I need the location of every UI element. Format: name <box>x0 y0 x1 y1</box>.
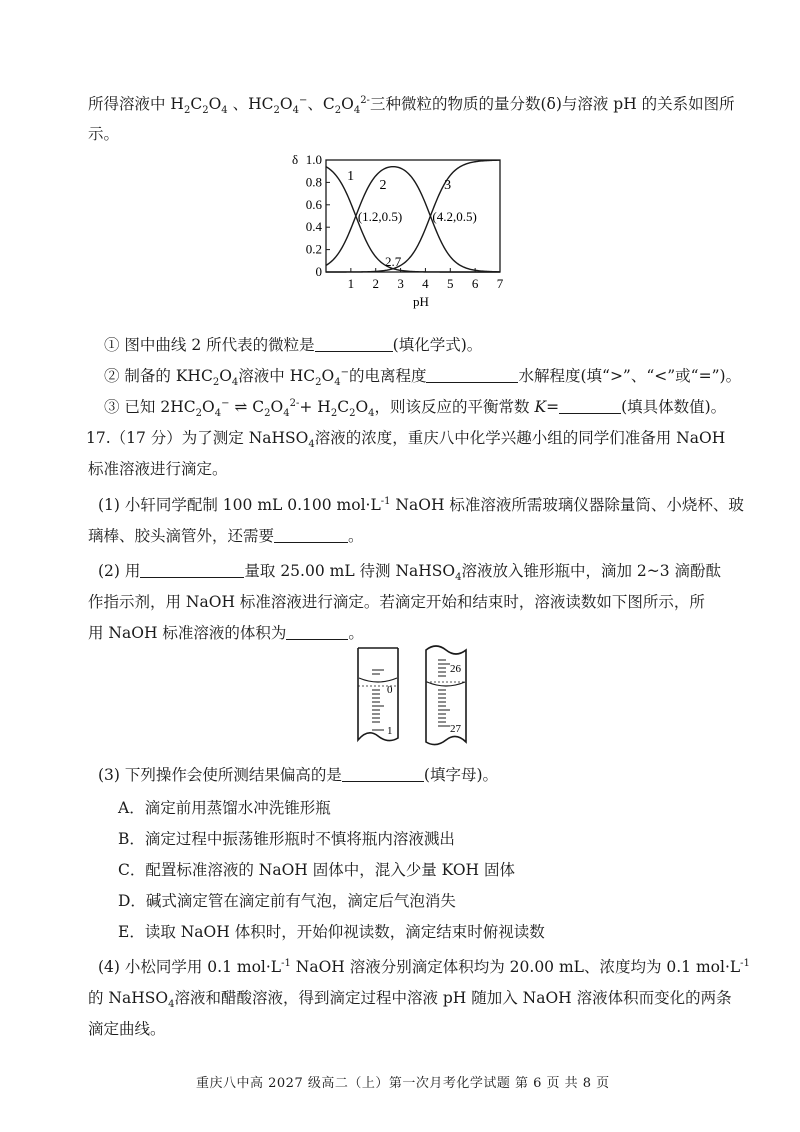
x-tick-label-5: 6 <box>471 276 479 291</box>
x-tick-label-3: 4 <box>422 276 429 291</box>
burette-start <box>358 648 398 741</box>
annotation-crossing: 2.7 <box>384 254 402 269</box>
burette-end-label-27: 27 <box>450 723 461 735</box>
y-tick-label-3: 0.6 <box>305 196 322 212</box>
answer-blank-q16-1[interactable] <box>315 337 393 352</box>
page-footer: 重庆八中高 2027 级高二（上）第一次月考化学试题 第 6 页 共 8 页 <box>196 1076 610 1091</box>
species-distribution-chart <box>282 148 522 316</box>
y-tick-label-2: 0.4 <box>305 219 322 235</box>
answer-blank-q16-3[interactable] <box>559 399 621 414</box>
answer-blank-q17-1[interactable] <box>274 528 348 543</box>
x-tick-label-4: 5 <box>447 276 454 291</box>
q17-part-4-line-2: 的 NaHSO$_4$溶液和醋酸溶液，得到滴定过程中溶液 pH 随加入 NaOH 溶液体积而变化的两条 <box>88 989 732 1011</box>
burette-end <box>426 646 466 745</box>
option-d: D．碱式滴定管在滴定前有气泡，滴定后气泡消失 <box>118 892 456 910</box>
q17-part-1: (1) 小轩同学配制 100 mL 0.100 $mol\cdot L^{-1}$ NaOH 标准溶液所需玻璃仪器除量筒、小烧杯、玻 <box>98 495 744 514</box>
curve-label-2: 2 <box>379 178 387 194</box>
q17-part-2: (2) 用 量取 25.00 mL 待测 NaHSO$_4$溶液放入锥形瓶中，滴加 2~3 滴酚酞 <box>98 562 722 584</box>
q17-part-2-line-2: 作指示剂，用 NaOH 标准溶液进行滴定。若滴定开始和结束时，溶液读数如下图所示，所 <box>88 593 705 611</box>
option-c: C．配置标准溶液的 NaOH 固体中，混入少量 KOH 固体 <box>118 861 515 879</box>
answer-blank-q17-3[interactable] <box>342 767 424 782</box>
intro-line-1: 所得溶液中 $H_2C_2O_4$ 、$HC_2O_4^-$、$C_2O_4^{2-}$三种微粒的物质的量分数(δ)与溶液 pH 的关系如图所 <box>88 94 735 117</box>
answer-blank-q16-2[interactable] <box>426 368 518 383</box>
x-tick-label-1: 2 <box>372 276 379 291</box>
curve-label-1: 1 <box>347 169 355 185</box>
burette-end-label-26: 26 <box>450 663 461 675</box>
option-e: E．读取 NaOH 体积时，开始仰视读数，滴定结束时俯视读数 <box>118 923 545 941</box>
q17-heading: 17.（17 分）为了测定 NaHSO$_4$溶液的浓度，重庆八中化学兴趣小组的同学们准备用 NaOH <box>86 429 726 451</box>
annotation-pka2: (4.2,0.5) <box>432 209 477 224</box>
y-tick-label-0: 0 <box>315 264 322 279</box>
q17-part-4: (4) 小松同学用 0.1 $mol\cdot L^{-1}$ NaOH 溶液分别滴定体积均为 20.00 mL、浓度均为 0.1 $mol\cdot L^{-1}$ <box>98 957 750 976</box>
q16-item-1: ① 图中曲线 2 所代表的微粒是 (填化学式)。 <box>104 336 483 354</box>
x-tick-label-0: 1 <box>347 276 355 291</box>
x-axis-label: pH <box>413 294 429 309</box>
burette-start-label-1: 1 <box>387 725 393 737</box>
answer-blank-q17-2a[interactable] <box>140 563 244 578</box>
q16-item-3: ③ 已知 $2HC_2O_4^-$ ⇌ $C_2O_4^{2-}+ H_2C_2O_4$，则该反应的平衡常数 K= (填具体数值)。 <box>104 397 727 420</box>
annotation-pka1: (1.2,0.5) <box>357 209 403 224</box>
y-axis-label: δ <box>292 152 299 167</box>
answer-blank-q17-2b[interactable] <box>286 625 348 640</box>
intro-line-2: 示。 <box>88 125 120 143</box>
burette-start-label-0: 0 <box>387 684 393 696</box>
q17-part-4-line-3: 滴定曲线。 <box>88 1020 166 1038</box>
y-tick-label-5: 1.0 <box>305 152 322 167</box>
curve-label-3: 3 <box>444 178 452 194</box>
q16-item-2: ② 制备的 $KHC_2O_4$溶液中 $HC_2O_4^-$的电离程度 水解程度(填“>”、“<”或“=”)。 <box>104 366 742 389</box>
y-tick-label-4: 0.8 <box>305 174 322 190</box>
option-a: A．滴定前用蒸馏水冲洗锥形瓶 <box>118 799 331 817</box>
option-b: B．滴定过程中振荡锥形瓶时不慎将瓶内溶液溅出 <box>118 830 455 848</box>
x-tick-label-6: 7 <box>496 276 504 291</box>
q17-part-2-line-3: 用 NaOH 标准溶液的体积为 。 <box>88 624 364 642</box>
q17-heading-line-2: 标准溶液进行滴定。 <box>88 460 228 478</box>
q17-part-1-line-2: 璃棒、胶头滴管外，还需要 。 <box>88 527 364 545</box>
y-tick-label-1: 0.2 <box>305 241 322 257</box>
burette-readings-figure <box>350 640 490 758</box>
x-tick-label-2: 3 <box>397 276 404 291</box>
q17-part-3: (3) 下列操作会使所测结果偏高的是 (填字母)。 <box>98 766 498 784</box>
